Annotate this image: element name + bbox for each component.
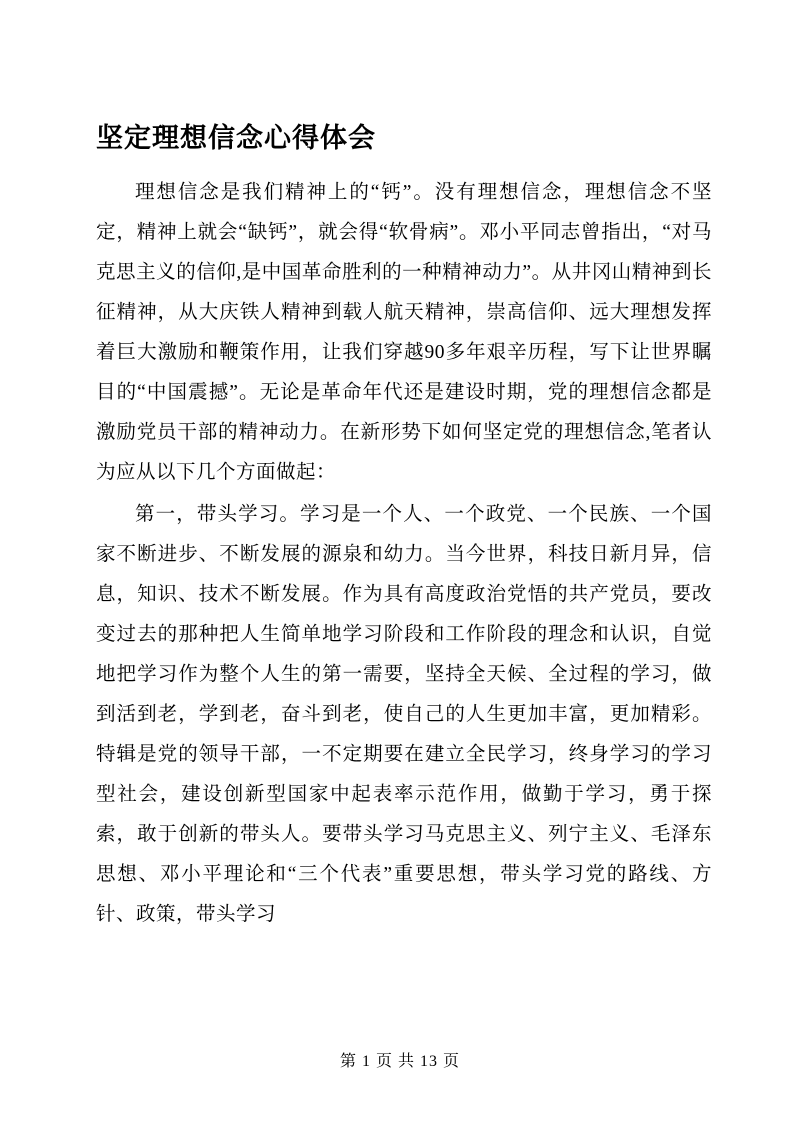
document-content: [96, 118, 712, 937]
paragraph-2: 第一，带头学习。学习是一个人、一个政党、一个民族、一个国家不断进步、不断发展的源泉和幼力。当今世界，科技日新月异，信息，知识、技术不断发展。作为具有高度政治党悟的共产党员，要改变过去的那种把人生简单地学习阶段和工作阶段的理念和认识，自觉地把学习作为整个人生的第一需要，坚持全天候、全过程的学习，做到活到老，学到老，奋斗到老，使自己的人生更加丰富，更加精彩。特辑是党的领导干部，一不定期要在建立全民学习，终身学习的学习型社会，建设创新型国家中起表率示范作用，做勤于学习，勇于探索，敢于创新的带头人。要带头学习马克思主义、列宁主义、毛泽东思想、邓小平理论和“三个代表”重要思想，带头学习党的路线、方针、政策，带头学习: [96, 503, 712, 925]
page-footer: 第 1 页 共 13 页: [339, 1053, 460, 1070]
paragraph-1: 理想信念是我们精神上的“钙”。没有理想信念，理想信念不坚定，精神上就会“缺钙”，就会得“软骨病”。邓小平同志曾指出，“对马克思主义的信仰,是中国革命胜利的一种精神动力”。从井冈山精神到长征精神，从大庆铁人精神到载人航天精神，崇高信仰、远大理想发挥着巨大激励和鞭策作用，让我们穿越90多年艰辛历程，写下让世界瞩目的“中国震撼”。无论是革命年代还是建设时期，党的理想信念都是激励党员干部的精神动力。在新形势下如何坚定党的理想信念,笔者认为应从以下几个方面做起：: [96, 181, 712, 483]
page-title: 坚定理想信念心得体会: [96, 123, 376, 153]
